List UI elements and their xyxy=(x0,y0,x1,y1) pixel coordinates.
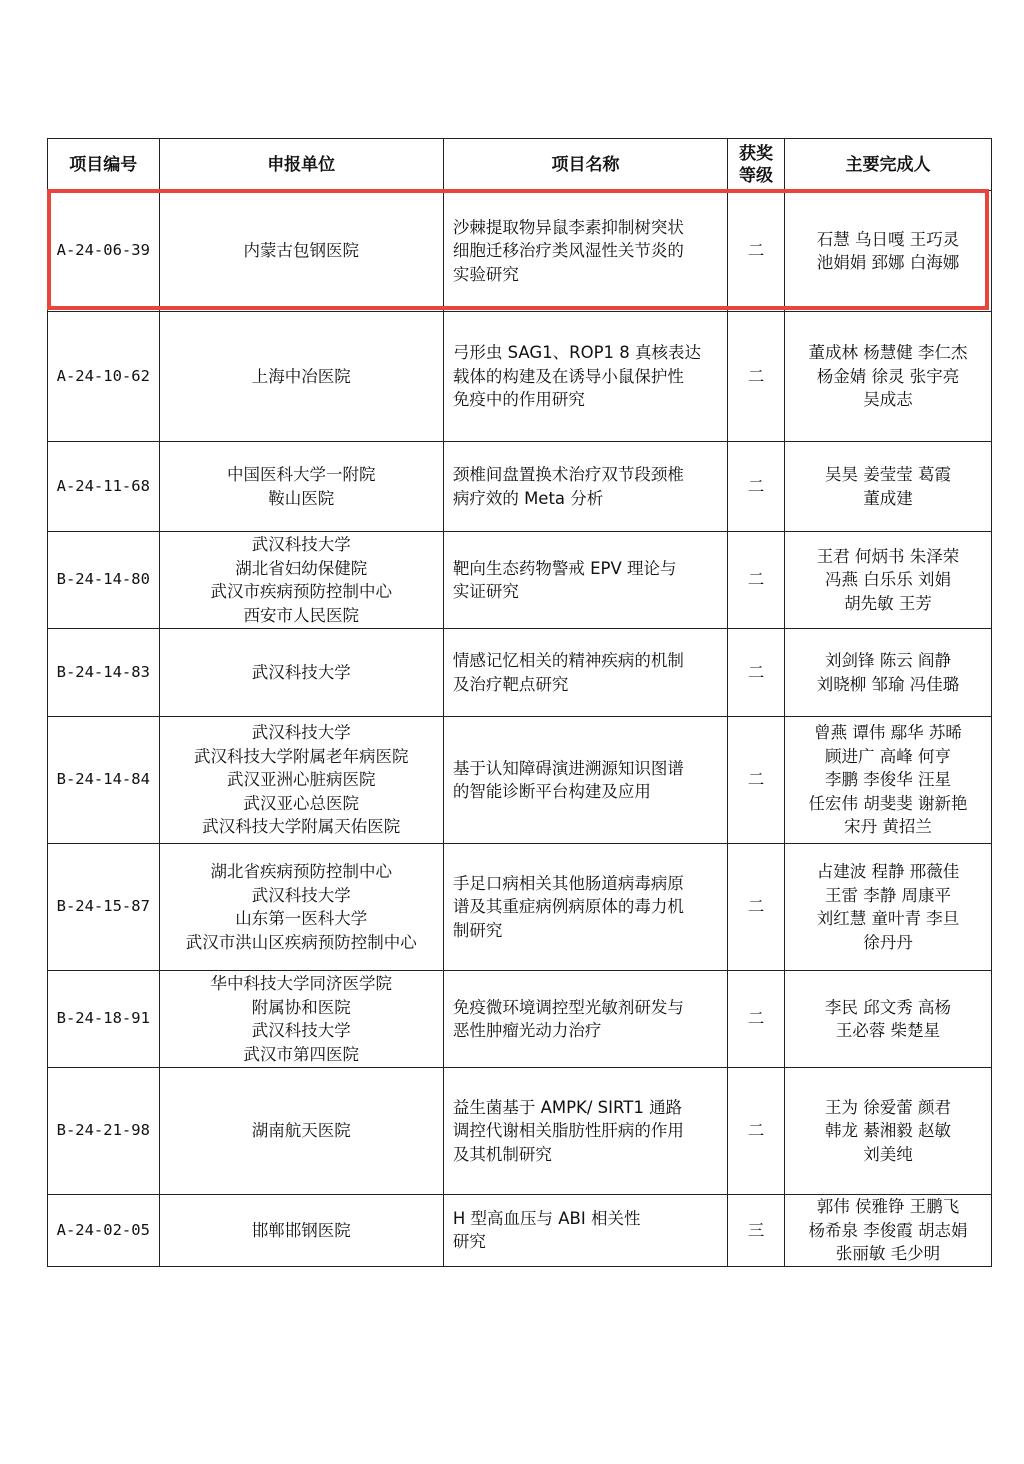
cell-line: 武汉市洪山区疾病预防控制中心 xyxy=(185,932,417,952)
cell-line: 调控代谢相关脂肪性肝病的作用 xyxy=(452,1121,684,1141)
cell-line: H 型高血压与 ABI 相关性 xyxy=(452,1208,641,1228)
applicant-unit-cell xyxy=(159,191,443,312)
cell-line: 武汉亚洲心脏病医院 xyxy=(226,770,376,790)
applicant-unit-cell xyxy=(159,312,443,442)
applicant-unit-cell xyxy=(159,1195,443,1267)
cell-line: 宋丹 黄招兰 xyxy=(844,817,932,837)
cell-line: 吴昊 姜莹莹 葛霞 xyxy=(824,465,951,484)
project-id-cell: B-24-21-98 xyxy=(48,1068,160,1195)
project-id-cell: B-24-15-87 xyxy=(48,844,160,971)
contributors-cell xyxy=(784,629,991,717)
header-main-contributors: 主要完成人 xyxy=(784,139,991,191)
cell-line: 及其机制研究 xyxy=(452,1144,552,1164)
cell-line: 谱及其重症病例病原体的毒力机 xyxy=(452,897,684,917)
cell-line: 沙棘提取物异鼠李素抑制树突状 xyxy=(452,217,684,237)
project-id-cell: B-24-18-91 xyxy=(48,971,160,1068)
cell-line: 董成建 xyxy=(863,488,913,508)
cell-line: 湖北省妇幼保健院 xyxy=(235,558,368,578)
project-name-cell xyxy=(443,971,727,1068)
cell-line: 上海中冶医院 xyxy=(251,366,351,386)
cell-line: 董成林 杨慧健 李仁杰 xyxy=(808,343,968,363)
project-name-cell xyxy=(443,191,727,312)
cell-line: 武汉市疾病预防控制中心 xyxy=(210,582,392,601)
header-row xyxy=(48,139,992,191)
cell-line: 任宏伟 胡斐斐 谢新艳 xyxy=(808,793,968,813)
cell-line: 载体的构建及在诱导小鼠保护性 xyxy=(452,366,684,386)
cell-line: 顾进广 高峰 何亨 xyxy=(824,746,951,766)
cell-line: 邯郸邯钢医院 xyxy=(251,1220,351,1240)
contributors-cell xyxy=(784,971,991,1068)
cell-line: 占建波 程静 邢薇佳 xyxy=(816,862,960,881)
cell-line: 李民 邱文秀 高杨 xyxy=(824,997,951,1017)
header-award-grade xyxy=(728,139,785,191)
cell-line: 中国医科大学一附院 xyxy=(226,465,376,484)
table-row xyxy=(48,1195,992,1267)
award-table xyxy=(47,138,992,1267)
cell-line: 颈椎间盘置换术治疗双节段颈椎 xyxy=(452,465,684,484)
project-name-cell xyxy=(443,717,727,844)
contributors-cell xyxy=(784,1195,991,1267)
cell-line: 刘美纯 xyxy=(863,1144,913,1164)
cell-line: 武汉科技大学 xyxy=(251,535,351,554)
table-row xyxy=(48,442,992,532)
award-grade-cell: 二 xyxy=(728,1068,785,1195)
project-name-cell xyxy=(443,1195,727,1267)
table-row xyxy=(48,191,992,312)
table-row xyxy=(48,844,992,971)
cell-line: 湖北省疾病预防控制中心 xyxy=(210,862,392,881)
cell-line: 池娟娟 郅娜 白海娜 xyxy=(816,253,960,272)
project-id-cell: B-24-14-83 xyxy=(48,629,160,717)
cell-line: 武汉亚心总医院 xyxy=(243,793,359,813)
cell-line: 徐丹丹 xyxy=(863,932,913,952)
cell-line: 细胞迁移治疗类风湿性关节炎的 xyxy=(452,241,684,261)
project-name-cell xyxy=(443,629,727,717)
project-name-cell xyxy=(443,844,727,971)
cell-line: 武汉市第四医院 xyxy=(243,1044,359,1064)
award-grade-cell: 二 xyxy=(728,844,785,971)
header-applicant-unit: 申报单位 xyxy=(159,139,443,191)
cell-line: 病疗效的 Meta 分析 xyxy=(452,488,604,508)
cell-line: 研究 xyxy=(452,1232,486,1252)
cell-line: 鞍山医院 xyxy=(268,488,335,508)
cell-line: 制研究 xyxy=(452,920,503,940)
cell-line: 手足口病相关其他肠道病毒病原 xyxy=(452,873,684,893)
cell-line: 弓形虫 SAG1、ROP1 8 真核表达 xyxy=(452,343,702,363)
contributors-cell xyxy=(784,191,991,312)
cell-line: 冯燕 白乐乐 刘娟 xyxy=(824,570,951,590)
table-row xyxy=(48,532,992,629)
cell-line: 杨金婧 徐灵 张宇亮 xyxy=(816,366,960,386)
header-award-grade-line: 等级 xyxy=(739,165,774,186)
cell-line: 韩龙 綦湘毅 赵敏 xyxy=(824,1121,951,1141)
cell-line: 及治疗靶点研究 xyxy=(452,674,569,694)
applicant-unit-cell xyxy=(159,1068,443,1195)
cell-line: 王雷 李静 周康平 xyxy=(824,885,951,905)
cell-line: 刘剑锋 陈云 阎静 xyxy=(824,651,951,670)
table-row xyxy=(48,629,992,717)
table-row xyxy=(48,1068,992,1195)
applicant-unit-cell xyxy=(159,844,443,971)
cell-line: 免疫微环境调控型光敏剂研发与 xyxy=(452,997,684,1017)
cell-line: 王为 徐爱蕾 颜君 xyxy=(824,1097,951,1117)
cell-line: 益生菌基于 AMPK/ SIRT1 通路 xyxy=(452,1097,683,1117)
award-grade-cell: 三 xyxy=(728,1195,785,1267)
cell-line: 山东第一医科大学 xyxy=(235,909,368,928)
project-id-cell: A-24-10-62 xyxy=(48,312,160,442)
cell-line: 郭伟 侯雅铮 王鹏飞 xyxy=(816,1197,960,1216)
cell-line: 刘红慧 童叶青 李旦 xyxy=(816,909,960,928)
header-project-id: 项目编号 xyxy=(48,139,160,191)
cell-line: 华中科技大学同济医学院 xyxy=(210,974,392,993)
award-grade-cell: 二 xyxy=(728,629,785,717)
cell-line: 恶性肿瘤光动力治疗 xyxy=(452,1021,602,1040)
cell-line: 王君 何炳书 朱泽荣 xyxy=(816,546,960,566)
cell-line: 武汉科技大学附属老年病医院 xyxy=(193,746,409,766)
contributors-cell xyxy=(784,1068,991,1195)
award-grade-cell: 二 xyxy=(728,191,785,312)
cell-line: 湖南航天医院 xyxy=(251,1121,351,1141)
cell-line: 武汉科技大学 xyxy=(251,1021,351,1040)
cell-line: 石慧 乌日嘎 王巧灵 xyxy=(816,229,960,249)
cell-line: 曾燕 谭伟 鄢华 苏晞 xyxy=(814,723,962,743)
project-name-cell xyxy=(443,532,727,629)
award-grade-cell: 二 xyxy=(728,532,785,629)
applicant-unit-cell xyxy=(159,629,443,717)
project-id-cell: B-24-14-80 xyxy=(48,532,160,629)
cell-line: 附属协和医院 xyxy=(251,997,351,1017)
cell-line: 免疫中的作用研究 xyxy=(452,390,585,410)
cell-line: 王必蓉 柴楚星 xyxy=(835,1021,941,1040)
cell-line: 实验研究 xyxy=(452,264,519,284)
cell-line: 张丽敏 毛少明 xyxy=(835,1244,941,1263)
project-name-cell xyxy=(443,442,727,532)
cell-line: 的智能诊断平台构建及应用 xyxy=(452,782,651,801)
cell-line: 实证研究 xyxy=(452,582,519,601)
cell-line: 情感记忆相关的精神疾病的机制 xyxy=(452,651,684,670)
cell-line: 刘晓柳 邹瑜 冯佳璐 xyxy=(816,674,960,694)
cell-line: 杨希泉 李俊霞 胡志娟 xyxy=(808,1220,968,1240)
award-grade-cell: 二 xyxy=(728,312,785,442)
applicant-unit-cell xyxy=(159,971,443,1068)
applicant-unit-cell xyxy=(159,717,443,844)
header-project-name: 项目名称 xyxy=(443,139,727,191)
cell-line: 武汉科技大学 xyxy=(251,723,351,743)
project-id-cell: A-24-02-05 xyxy=(48,1195,160,1267)
contributors-cell xyxy=(784,717,991,844)
cell-line: 基于认知障碍演进溯源知识图谱 xyxy=(452,758,684,778)
table-row xyxy=(48,717,992,844)
award-grade-cell: 二 xyxy=(728,971,785,1068)
contributors-cell xyxy=(784,442,991,532)
cell-line: 胡先敏 王芳 xyxy=(844,593,932,613)
contributors-cell xyxy=(784,532,991,629)
contributors-cell xyxy=(784,844,991,971)
cell-line: 李鹏 李俊华 汪星 xyxy=(824,770,951,790)
table-row xyxy=(48,312,992,442)
cell-line: 西安市人民医院 xyxy=(243,605,359,625)
cell-line: 吴成志 xyxy=(863,390,913,410)
cell-line: 内蒙古包钢医院 xyxy=(243,241,359,261)
project-name-cell xyxy=(443,1068,727,1195)
project-id-cell: A-24-11-68 xyxy=(48,442,160,532)
award-grade-cell: 二 xyxy=(728,717,785,844)
cell-line: 靶向生态药物警戒 EPV 理论与 xyxy=(452,558,677,578)
contributors-cell xyxy=(784,312,991,442)
applicant-unit-cell xyxy=(159,442,443,532)
table-row xyxy=(48,971,992,1068)
project-id-cell: B-24-14-84 xyxy=(48,717,160,844)
project-name-cell xyxy=(443,312,727,442)
header-award-grade-line: 获奖 xyxy=(739,143,774,164)
applicant-unit-cell xyxy=(159,532,443,629)
award-grade-cell: 二 xyxy=(728,442,785,532)
project-id-cell: A-24-06-39 xyxy=(48,191,160,312)
cell-line: 武汉科技大学 xyxy=(251,662,351,682)
cell-line: 武汉科技大学附属天佑医院 xyxy=(202,817,401,837)
cell-line: 武汉科技大学 xyxy=(251,885,351,905)
